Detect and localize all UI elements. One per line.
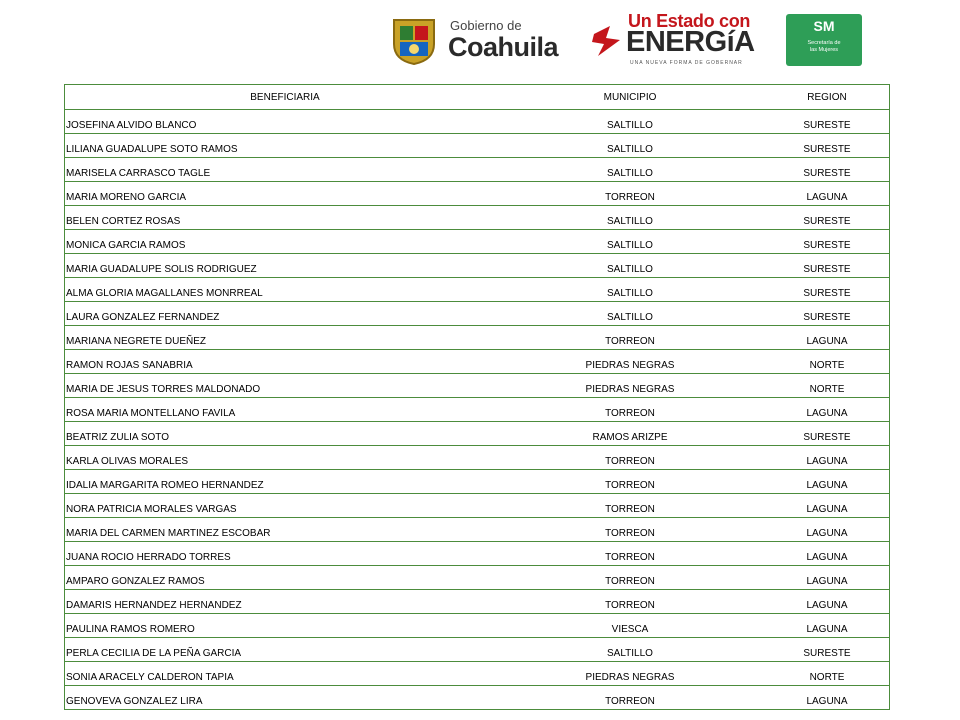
region-cell: LAGUNA [806,696,848,707]
municipio-cell: TORREON [605,456,655,467]
municipio-cell: TORREON [605,408,655,419]
table-row [65,518,889,542]
beneficiaria-cell: AMPARO GONZALEZ RAMOS [66,576,205,587]
beneficiaria-cell: MARIA DE JESUS TORRES MALDONADO [66,384,261,395]
table-row [65,182,889,206]
table-row [65,230,889,254]
beneficiaria-cell: ROSA MARIA MONTELLANO FAVILA [66,408,236,419]
region-cell: LAGUNA [806,552,848,563]
sm-subtitle-line-1: Secretaría de [807,40,841,46]
municipio-cell: SALTILLO [607,216,653,227]
municipio-cell: TORREON [605,480,655,491]
municipio-cell: TORREON [605,552,655,563]
table-header-row [65,85,889,110]
sm-title: SM [813,18,835,34]
region-cell: LAGUNA [806,624,848,635]
region-cell: SURESTE [803,168,851,179]
table-row [65,326,889,350]
table-row [65,158,889,182]
municipio-cell: VIESCA [611,624,649,635]
beneficiaries-table [64,84,890,710]
municipio-cell: SALTILLO [607,120,653,131]
gobierno-label: Gobierno de [450,18,522,33]
table-row [65,566,889,590]
region-cell: LAGUNA [806,408,848,419]
beneficiaria-cell: LAURA GONZALEZ FERNANDEZ [66,312,220,323]
municipio-cell: TORREON [605,336,655,347]
beneficiaria-cell: PERLA CECILIA DE LA PEÑA GARCIA [66,648,242,659]
table-row [65,206,889,230]
municipio-cell: SALTILLO [607,648,653,659]
sm-badge [786,14,862,66]
table-row [65,350,889,374]
sm-subtitle-line-2: las Mujeres [809,46,839,53]
table-row [65,542,889,566]
table-row [65,494,889,518]
beneficiaria-cell: PAULINA RAMOS ROMERO [66,624,195,635]
column-header-municipio: MUNICIPIO [603,92,657,103]
municipio-cell: SALTILLO [607,168,653,179]
region-cell: SURESTE [803,648,851,659]
column-header-region: REGION [807,92,847,103]
beneficiaria-cell: BELEN CORTEZ ROSAS [66,216,181,227]
region-cell: SURESTE [803,144,851,155]
municipio-cell: PIEDRAS NEGRAS [585,384,675,395]
region-cell: LAGUNA [806,480,848,491]
region-cell: SURESTE [803,240,851,251]
estado-con-energia-logo [590,10,760,68]
table-row [65,590,889,614]
beneficiaria-cell: MARIA DEL CARMEN MARTINEZ ESCOBAR [66,528,271,539]
table-row [65,686,889,710]
municipio-cell: PIEDRAS NEGRAS [585,360,675,371]
region-cell: LAGUNA [806,192,848,203]
page-header [0,0,960,80]
table-row [65,110,889,134]
beneficiaria-cell: RAMON ROJAS SANABRIA [66,360,193,371]
table-row [65,662,889,686]
region-cell: LAGUNA [806,456,848,467]
beneficiaria-cell: JOSEFINA ALVIDO BLANCO [66,120,197,131]
beneficiaria-cell: MARISELA CARRASCO TAGLE [66,168,211,179]
energia-top-label: Un Estado con [628,11,751,31]
region-cell: LAGUNA [806,528,848,539]
table-row [65,470,889,494]
region-cell: NORTE [809,360,845,371]
region-cell: SURESTE [803,312,851,323]
region-cell: SURESTE [803,216,851,227]
region-cell: SURESTE [803,288,851,299]
region-cell: LAGUNA [806,600,848,611]
table-row [65,254,889,278]
beneficiaria-cell: NORA PATRICIA MORALES VARGAS [66,504,237,515]
municipio-cell: TORREON [605,192,655,203]
energia-tagline: UNA NUEVA FORMA DE GOBERNAR [630,60,743,66]
region-cell: LAGUNA [806,504,848,515]
beneficiaria-cell: SONIA ARACELY CALDERON TAPIA [66,672,234,683]
municipio-cell: TORREON [605,600,655,611]
table-row [65,446,889,470]
table-row [65,614,889,638]
coahuila-crest-icon [388,14,440,66]
beneficiaria-cell: ALMA GLORIA MAGALLANES MONRREAL [66,288,263,299]
beneficiaria-cell: DAMARIS HERNANDEZ HERNANDEZ [66,600,242,611]
beneficiaria-cell: MONICA GARCIA RAMOS [66,240,186,251]
beneficiaria-cell: MARIANA NEGRETE DUEÑEZ [66,336,207,347]
secretaria-mujeres-logo [786,10,862,68]
energia-big-label: ENERGíA [626,26,755,58]
table-row [65,422,889,446]
beneficiaria-cell: BEATRIZ ZULIA SOTO [66,432,169,443]
region-cell: NORTE [809,672,845,683]
municipio-cell: TORREON [605,504,655,515]
beneficiaria-cell: JUANA ROCIO HERRADO TORRES [66,552,231,563]
column-header-beneficiaria: BENEFICIARIA [250,92,320,103]
municipio-cell: SALTILLO [607,288,653,299]
table-row [65,302,889,326]
beneficiaria-cell: GENOVEVA GONZALEZ LIRA [66,696,203,707]
beneficiaria-cell: KARLA OLIVAS MORALES [66,456,189,467]
municipio-cell: RAMOS ARIZPE [592,432,668,443]
municipio-cell: SALTILLO [607,144,653,155]
table-row [65,278,889,302]
gobierno-coahuila-logo [388,10,573,68]
beneficiaria-cell: MARIA MORENO GARCIA [66,192,187,203]
coahuila-label: Coahuila [448,32,559,62]
region-cell: SURESTE [803,264,851,275]
beneficiaria-cell: MARIA GUADALUPE SOLIS RODRIGUEZ [66,264,257,275]
region-cell: LAGUNA [806,576,848,587]
table-row [65,638,889,662]
beneficiaria-cell: IDALIA MARGARITA ROMEO HERNANDEZ [66,480,264,491]
region-cell: SURESTE [803,432,851,443]
sm-subtitle [786,40,862,53]
municipio-cell: TORREON [605,528,655,539]
municipio-cell: TORREON [605,696,655,707]
municipio-cell: TORREON [605,576,655,587]
municipio-cell: SALTILLO [607,312,653,323]
municipio-cell: PIEDRAS NEGRAS [585,672,675,683]
table-row [65,374,889,398]
table-row [65,398,889,422]
region-cell: NORTE [809,384,845,395]
municipio-cell: SALTILLO [607,240,653,251]
municipio-cell: SALTILLO [607,264,653,275]
beneficiaria-cell: LILIANA GUADALUPE SOTO RAMOS [66,144,238,155]
region-cell: LAGUNA [806,336,848,347]
table-row [65,134,889,158]
energia-star-icon [592,24,622,58]
region-cell: SURESTE [803,120,851,131]
